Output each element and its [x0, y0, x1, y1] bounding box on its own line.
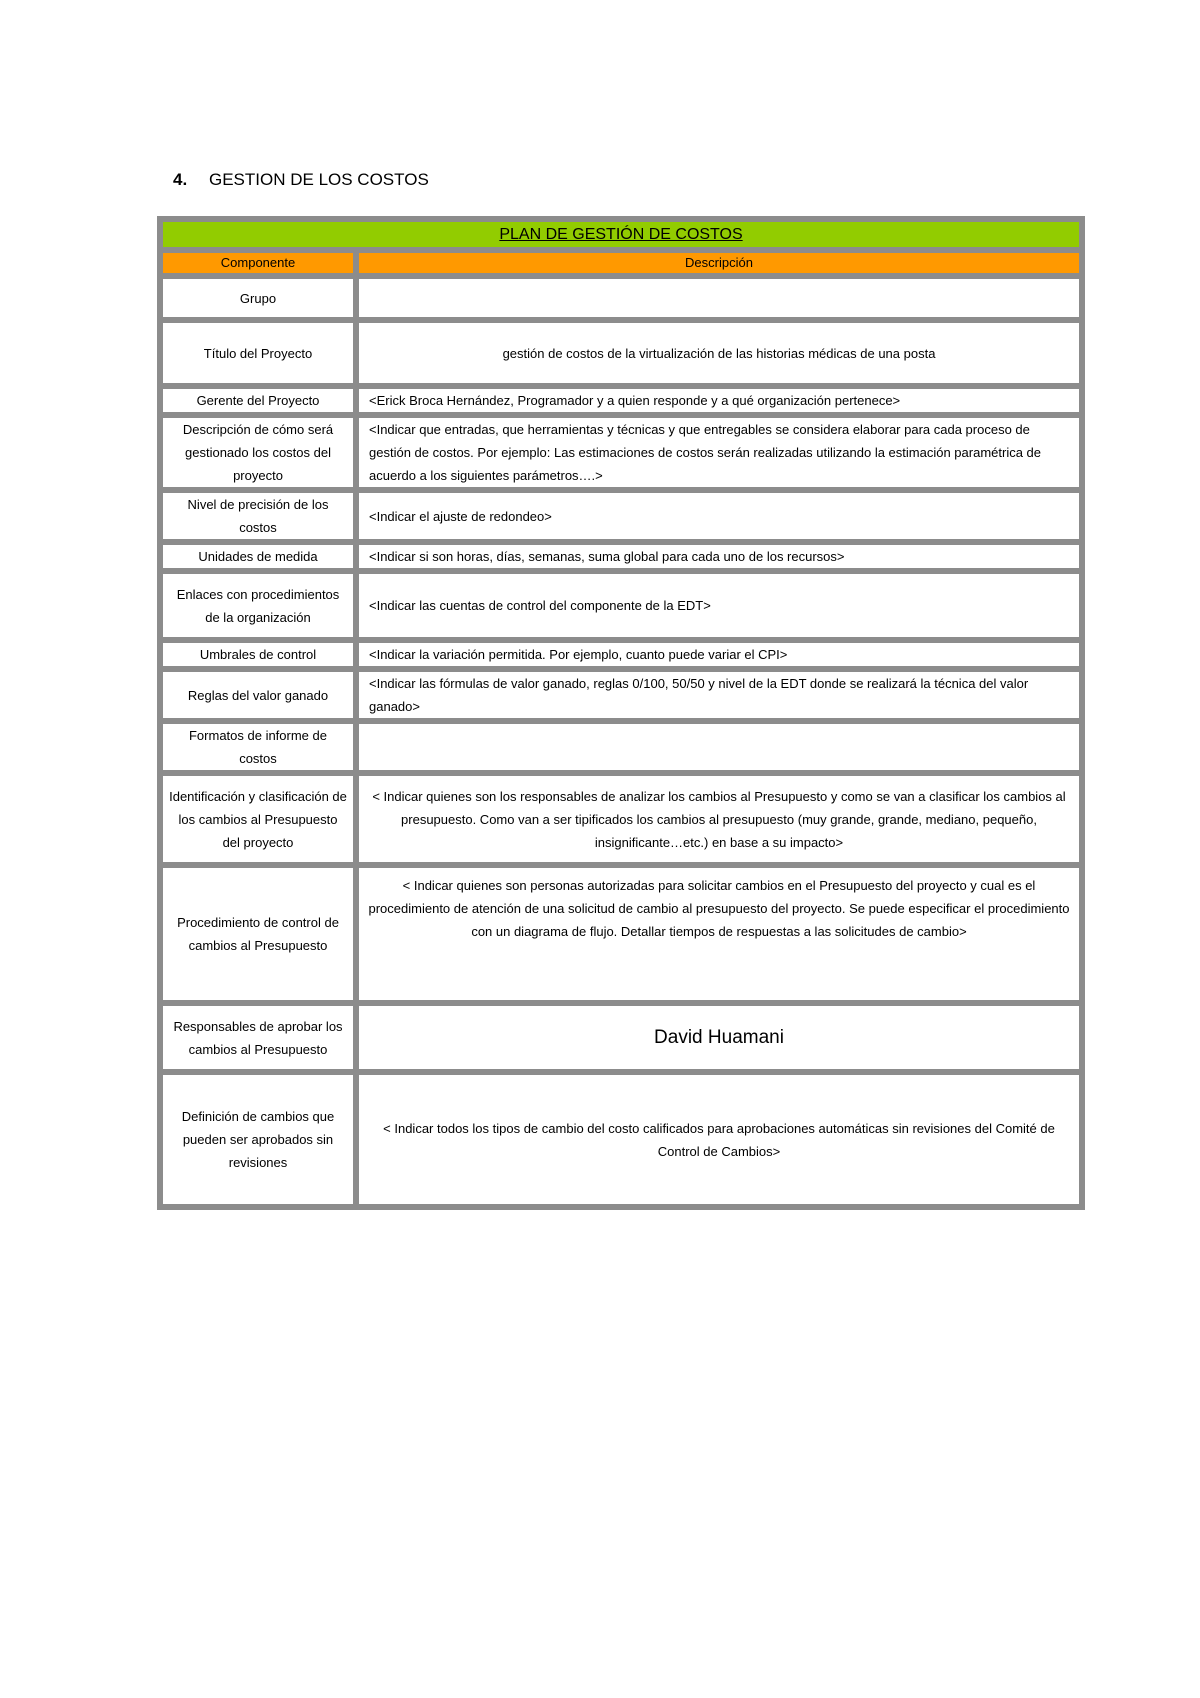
row-value: < Indicar quienes son personas autorizadas para solicitar cambios en el Presupuesto del proyecto y cual es el procedimiento de atención de una solicitud de cambio al presupuesto del proyecto. Se puede especificar el procedimiento con un diagrama de flujo. Detallar tiempos de respuestas a las solicitudes de cambio> [356, 865, 1082, 1003]
cost-management-plan-table [157, 216, 1085, 1210]
row-label: Definición de cambios que pueden ser aprobados sin revisiones [160, 1072, 356, 1207]
row-label: Responsables de aprobar los cambios al Presupuesto [160, 1003, 356, 1072]
row-label: Formatos de informe de costos [160, 721, 356, 773]
table-row [160, 571, 1082, 640]
section-title: GESTION DE LOS COSTOS [209, 170, 429, 189]
table-row [160, 490, 1082, 542]
table-row [160, 865, 1082, 1003]
row-value: <Erick Broca Hernández, Programador y a quien responde y a qué organización pertenece> [356, 386, 1082, 415]
row-value: <Indicar las cuentas de control del componente de la EDT> [356, 571, 1082, 640]
row-label: Reglas del valor ganado [160, 669, 356, 721]
table-row [160, 773, 1082, 865]
row-label: Nivel de precisión de los costos [160, 490, 356, 542]
row-value: <Indicar que entradas, que herramientas y técnicas y que entregables se considera elaborar para cada proceso de gestión de costos. Por ejemplo: Las estimaciones de costos serán realizadas utilizando la estimación paramétrica de acuerdo a los siguientes parámetros….> [356, 415, 1082, 490]
table-row [160, 276, 1082, 320]
row-label: Procedimiento de control de cambios al Presupuesto [160, 865, 356, 1003]
table-row [160, 721, 1082, 773]
row-label: Descripción de cómo será gestionado los costos del proyecto [160, 415, 356, 490]
table-row [160, 640, 1082, 669]
table-row [160, 415, 1082, 490]
row-label: Enlaces con procedimientos de la organización [160, 571, 356, 640]
section-number: 4. [173, 170, 188, 189]
table-title: PLAN DE GESTIÓN DE COSTOS [160, 219, 1082, 250]
column-header-component: Componente [160, 250, 356, 276]
row-value: <Indicar las fórmulas de valor ganado, reglas 0/100, 50/50 y nivel de la EDT donde se realizará la técnica del valor ganado> [356, 669, 1082, 721]
row-label: Título del Proyecto [160, 320, 356, 386]
table-row [160, 320, 1082, 386]
row-value [356, 721, 1082, 773]
section-heading [173, 170, 429, 190]
row-value: <Indicar el ajuste de redondeo> [356, 490, 1082, 542]
row-label: Identificación y clasificación de los cambios al Presupuesto del proyecto [160, 773, 356, 865]
table-row [160, 1003, 1082, 1072]
row-value: <Indicar si son horas, días, semanas, suma global para cada uno de los recursos> [356, 542, 1082, 571]
row-value: < Indicar quienes son los responsables de analizar los cambios al Presupuesto y como se van a clasificar los cambios al presupuesto. Como van a ser tipificados los cambios al presupuesto (muy grande, grande, mediano, pequeño, insignificante…etc.) en base a su impacto> [356, 773, 1082, 865]
table-row [160, 1072, 1082, 1207]
row-value: gestión de costos de la virtualización de las historias médicas de una posta [356, 320, 1082, 386]
row-value: < Indicar todos los tipos de cambio del costo calificados para aprobaciones automáticas sin revisiones del Comité de Control de Cambios> [356, 1072, 1082, 1207]
row-label: Umbrales de control [160, 640, 356, 669]
row-value: <Indicar la variación permitida. Por ejemplo, cuanto puede variar el CPI> [356, 640, 1082, 669]
row-value [356, 276, 1082, 320]
table-row [160, 542, 1082, 571]
row-label: Grupo [160, 276, 356, 320]
row-value: David Huamani [356, 1003, 1082, 1072]
table-row [160, 386, 1082, 415]
column-header-description: Descripción [356, 250, 1082, 276]
table-row [160, 669, 1082, 721]
row-label: Gerente del Proyecto [160, 386, 356, 415]
row-label: Unidades de medida [160, 542, 356, 571]
